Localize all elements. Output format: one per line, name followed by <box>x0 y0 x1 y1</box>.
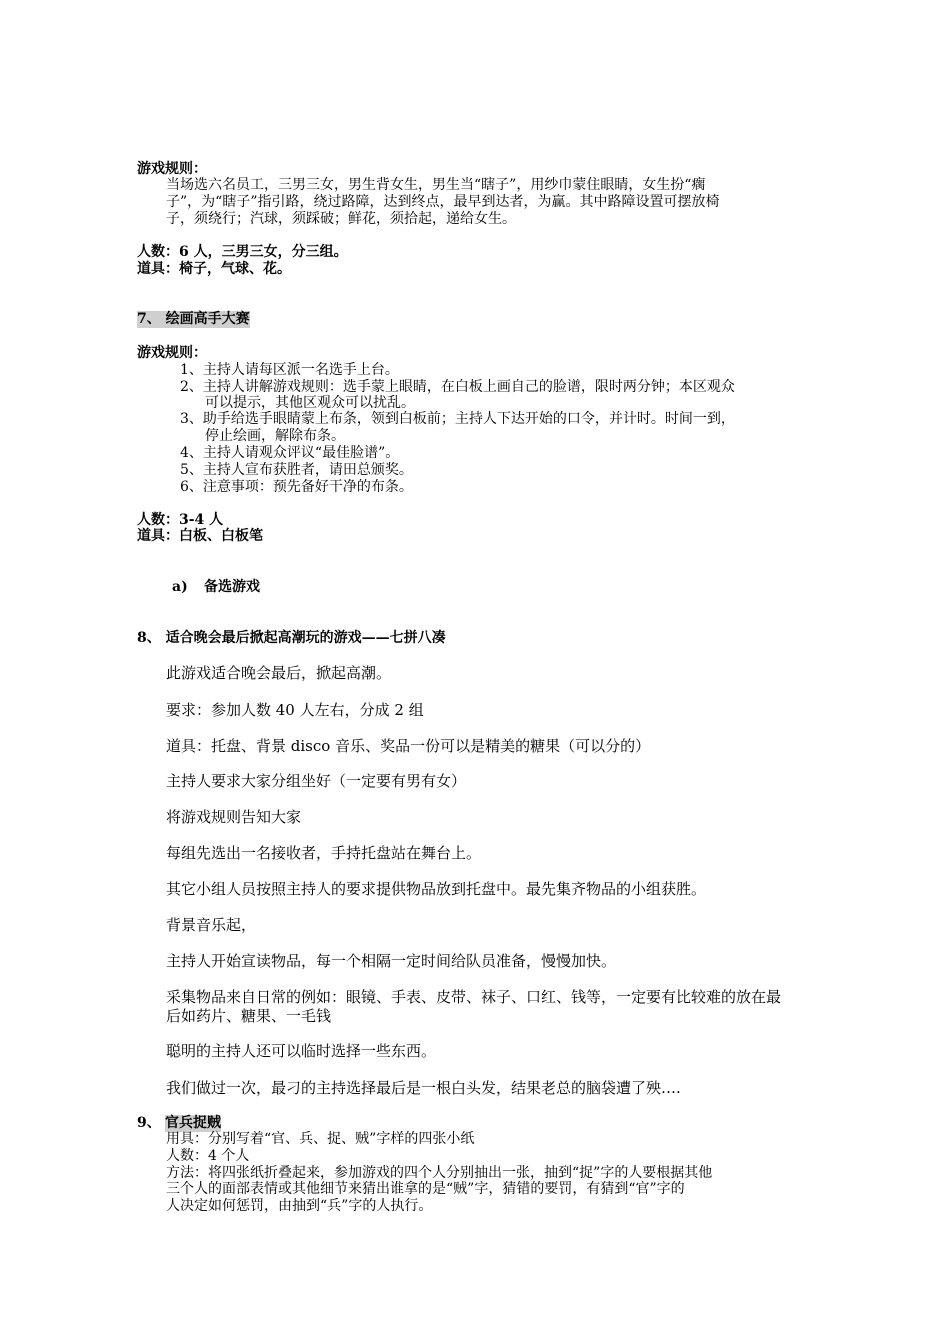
game6-rules-heading: 游戏规则： <box>137 161 207 177</box>
game7-rule-line: 1、主持人请每区派一名选手上台。 <box>180 362 399 378</box>
game8-paragraph: 道具：托盘、背景 disco 音乐、奖品一份可以是精美的糖果（可以分的） <box>166 737 651 755</box>
game8-title: 8、 适合晚会最后掀起高潮玩的游戏——七拼八凑 <box>137 630 446 646</box>
game8-paragraph: 主持人开始宣读物品，每一个相隔一定时间给队员准备，慢慢加快。 <box>166 952 617 970</box>
game9-line: 人数：4 个人 <box>166 1148 250 1164</box>
game7-rule-line: 可以提示，其他区观众可以扰乱。 <box>205 395 415 411</box>
game9-line: 三个人的面部表情或其他细节来猜出谁拿的是“贼”字，猜错的要罚，有猜到“官”字的 <box>166 1181 685 1197</box>
game8-paragraph: 要求：参加人数 40 人左右，分成 2 组 <box>166 701 424 719</box>
game8-paragraph: 将游戏规则告知大家 <box>166 808 302 826</box>
alt-section-marker: a) <box>172 579 188 595</box>
game9-line: 人决定如何惩罚，由抽到“兵”字的人执行。 <box>166 1198 433 1214</box>
game7-props: 道具：白板、白板笔 <box>137 528 263 544</box>
game8-paragraph: 每组先选出一名接收者，手持托盘站在舞台上。 <box>166 844 482 862</box>
game8-paragraph: 主持人要求大家分组坐好（一定要有男有女） <box>166 772 467 790</box>
game6-rules-line: 当场选六名员工，三男三女，男生背女生，男生当“瞎子”，用纱巾蒙住眼睛，女生扮“瘸 <box>166 177 706 193</box>
game7-rule-line: 2、主持人讲解游戏规则：选手蒙上眼睛，在白板上画自己的脸谱，限时两分钟；本区观众 <box>180 379 735 395</box>
game6-rules-line: 子，须绕行；汽球，须踩破；鲜花，须拾起，递给女生。 <box>166 211 516 227</box>
alt-section-title: 备选游戏 <box>204 579 260 595</box>
game7-rule-line: 3、助手给选手眼睛蒙上布条，领到白板前；主持人下达开始的口令，并计时。时间一到， <box>180 411 735 427</box>
game8-paragraph: 聪明的主持人还可以临时选择一些东西。 <box>166 1042 437 1060</box>
game6-rules-line: 子”，为“瞎子”指引路，绕过路障，达到终点，最早到达者，为赢。其中路障设置可摆放椅 <box>166 194 720 210</box>
game7-rules-heading: 游戏规则： <box>137 345 207 361</box>
game8-paragraph: 此游戏适合晚会最后，掀起高潮。 <box>166 664 392 682</box>
game9-line: 用具：分别写着“官、兵、捉、贼”字样的四张小纸 <box>166 1131 475 1147</box>
game8-paragraph: 后如药片、糖果、一毛钱 <box>166 1007 332 1025</box>
game7-people: 人数：3-4 人 <box>137 512 224 528</box>
game8-paragraph: 背景音乐起， <box>166 916 257 934</box>
game8-paragraph: 我们做过一次，最刁的主持选择最后是一根白头发，结果老总的脑袋遭了殃…. <box>166 1079 681 1097</box>
game7-title: 7、 绘画高手大赛 <box>137 311 250 327</box>
game7-rule-line: 4、主持人请观众评议“最佳脸谱”。 <box>180 445 400 461</box>
game9-number: 9、 <box>137 1115 161 1131</box>
game8-paragraph: 其它小组人员按照主持人的要求提供物品放到托盘中。最先集齐物品的小组获胜。 <box>166 880 707 898</box>
game6-props: 道具：椅子，气球、花。 <box>137 261 291 277</box>
game7-rule-line: 停止绘画，解除布条。 <box>205 428 345 444</box>
game6-people: 人数：6 人，三男三女，分三组。 <box>137 244 348 260</box>
game9-title: 官兵捉贼 <box>165 1115 221 1131</box>
game9-line: 方法：将四张纸折叠起来，参加游戏的四个人分别抽出一张，抽到“捉”字的人要根据其他 <box>166 1165 713 1181</box>
game7-rule-line: 6、注意事项：预先备好干净的布条。 <box>180 479 413 495</box>
game8-paragraph: 采集物品来自日常的例如：眼镜、手表、皮带、袜子、口红、钱等，一定要有比较难的放在最 <box>166 988 782 1006</box>
game7-rule-line: 5、主持人宣布获胜者，请田总颁奖。 <box>180 462 413 478</box>
